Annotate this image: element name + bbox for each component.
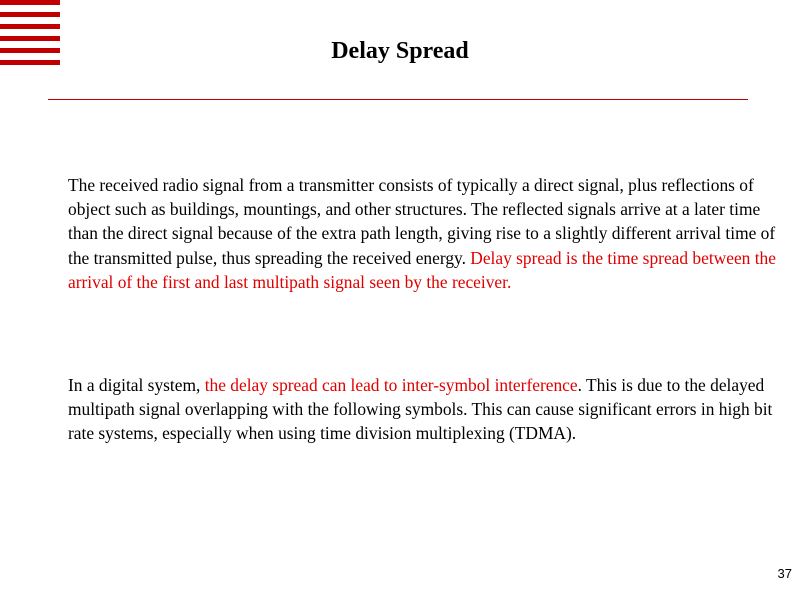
logo-stripe — [0, 12, 60, 17]
paragraph-2-text: In a digital system, — [68, 375, 205, 395]
paragraph-1-highlight: Delay spread is the time spread between the arrival of the first and last multipath signal seen by the receiver. — [68, 247, 776, 292]
slide-title: Delay Spread — [331, 38, 469, 64]
paragraph-2 — [68, 373, 780, 446]
paragraph-2-text-end: . This is due to the delayed multipath signal overlapping with the following symbols. This can cause significant errors in high bit rate systems, especially when using time division multiplexing (TDMA). — [68, 375, 773, 444]
page-number: 37 — [777, 566, 792, 581]
title-divider — [48, 99, 748, 100]
paragraph-1-text: The received radio signal from a transmitter consists of typically a direct signal, plus reflections of object such as buildings, mountings, and other structures. The reflected signals arrive at a later time than the direct signal because of the extra path length, giving rise to a slightly different arrival time of the transmitted pulse, thus spreading the received energy. — [68, 175, 776, 268]
logo-stripe — [0, 0, 60, 5]
paragraph-1 — [68, 173, 780, 294]
paragraph-2-highlight: the delay spread can lead to inter-symbol interference — [204, 375, 578, 395]
logo-stripe — [0, 24, 60, 29]
